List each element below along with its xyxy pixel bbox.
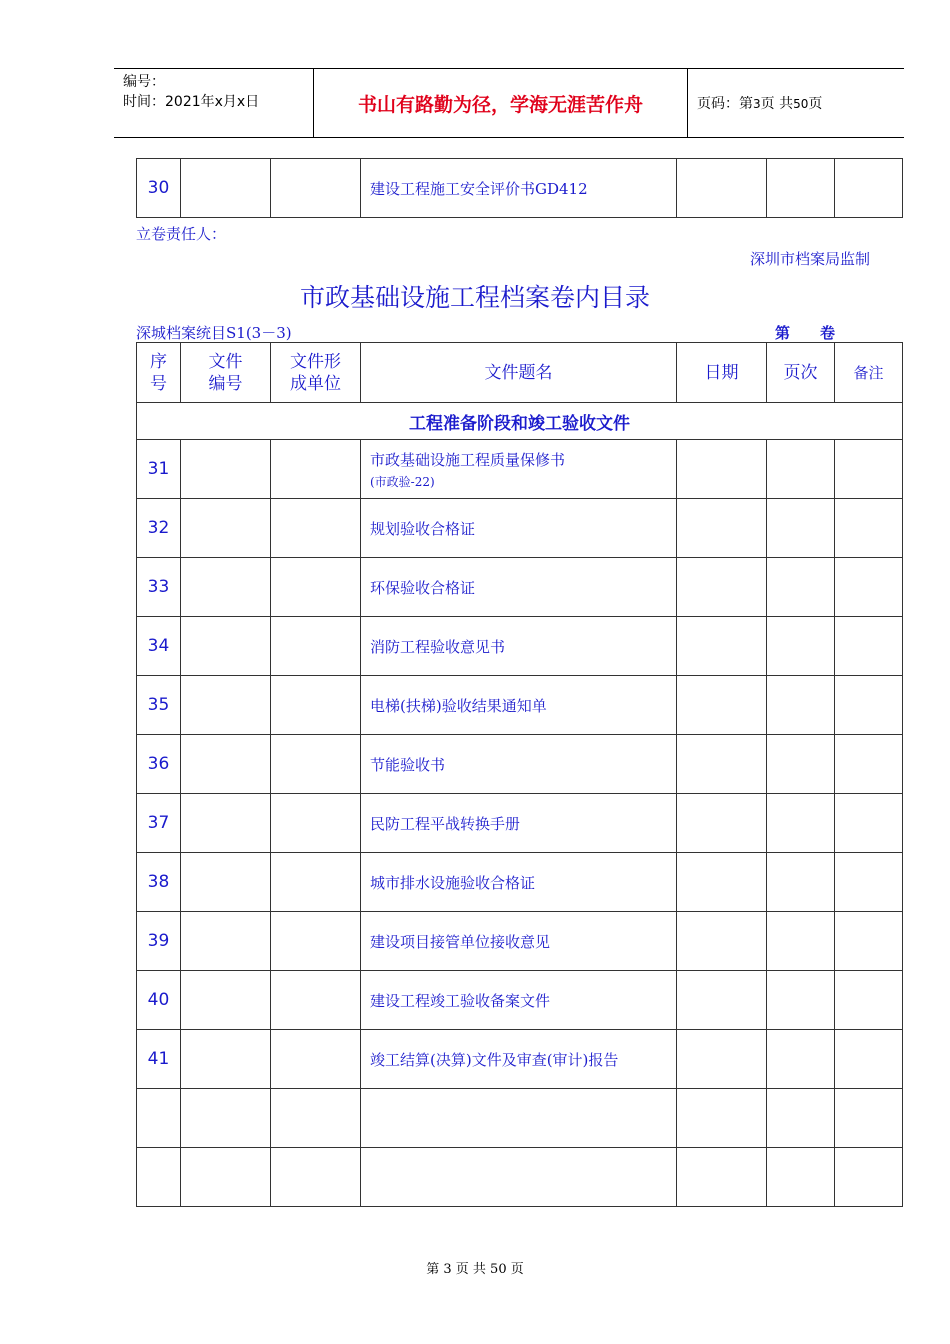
page-end: 页 [808, 96, 823, 112]
date-cell [677, 1089, 767, 1148]
date-cell [677, 912, 767, 971]
table-row [137, 735, 903, 794]
row-number: 41 [137, 1030, 181, 1089]
unit-cell [271, 499, 361, 558]
remark-cell [835, 1030, 903, 1089]
row-number: 31 [137, 440, 181, 499]
volume-label: 第 卷 [775, 324, 836, 342]
table-row [137, 617, 903, 676]
file-title-cell [361, 499, 677, 558]
supervising-office: 深圳市档案局监制 [750, 250, 871, 268]
unit-cell [271, 159, 361, 218]
file-title: 消防工程验收意见书 [370, 637, 506, 656]
date-cell [677, 159, 767, 218]
file-number-cell [181, 676, 271, 735]
table-row [137, 440, 903, 499]
file-title-cell [361, 912, 677, 971]
page-title: 市政基础设施工程档案卷内目录 [299, 283, 650, 312]
pages-cell [767, 1030, 835, 1089]
file-title: 规划验收合格证 [370, 519, 476, 538]
table-row [137, 676, 903, 735]
file-title-cell [361, 735, 677, 794]
header-meta [114, 69, 314, 137]
table-row [137, 1089, 903, 1148]
file-number-cell [181, 617, 271, 676]
pages-cell [767, 440, 835, 499]
remark-cell [835, 735, 903, 794]
unit-cell [271, 971, 361, 1030]
col-header-title: 文件题名 [361, 343, 677, 403]
row-number: 39 [137, 912, 181, 971]
pages-cell [767, 676, 835, 735]
date-cell [677, 499, 767, 558]
page-header [114, 68, 904, 138]
page-number: 3 [753, 97, 761, 111]
pages-cell [767, 1089, 835, 1148]
file-number-cell [181, 159, 271, 218]
file-title-cell [361, 558, 677, 617]
row-number: 35 [137, 676, 181, 735]
date-cell [677, 440, 767, 499]
remark-cell [835, 440, 903, 499]
page-mid: 页 共 [760, 96, 794, 112]
pages-cell [767, 794, 835, 853]
row-number: 30 [137, 159, 181, 218]
date-cell [677, 617, 767, 676]
file-title-cell [361, 1030, 677, 1089]
pages-cell [767, 912, 835, 971]
file-title: 电梯(扶梯)验收结果通知单 [370, 696, 547, 715]
pages-cell [767, 159, 835, 218]
file-title-cell [361, 676, 677, 735]
unit-cell [271, 794, 361, 853]
table-row [137, 1030, 903, 1089]
serial-label: 编号： [123, 74, 165, 90]
file-number-cell [181, 1148, 271, 1207]
row-number [137, 1148, 181, 1207]
file-title: 建设工程竣工验收备案文件 [370, 991, 551, 1010]
file-number-cell [181, 912, 271, 971]
header-motto: 书山有路勤为径，学海无涯苦作舟 [314, 69, 688, 137]
table-row [137, 912, 903, 971]
pages-cell [767, 971, 835, 1030]
file-title-cell [361, 794, 677, 853]
row-number: 34 [137, 617, 181, 676]
form-code: 深城档案统目S1(3－3) [136, 324, 292, 342]
table-row [137, 499, 903, 558]
remark-cell [835, 912, 903, 971]
unit-cell [271, 558, 361, 617]
row-number [137, 1089, 181, 1148]
file-number-cell [181, 853, 271, 912]
file-number-cell [181, 558, 271, 617]
unit-cell [271, 617, 361, 676]
file-title: 竣工结算(决算)文件及审查(审计)报告 [370, 1050, 619, 1069]
file-number-cell [181, 499, 271, 558]
unit-cell [271, 912, 361, 971]
continuation-table [136, 158, 903, 218]
catalog-table [136, 342, 903, 1207]
remark-cell [835, 676, 903, 735]
pages-cell [767, 853, 835, 912]
file-title-cell [361, 1089, 677, 1148]
row-number: 32 [137, 499, 181, 558]
col-header-remark: 备注 [835, 343, 903, 403]
table-row [137, 159, 903, 218]
remark-cell [835, 971, 903, 1030]
col-header-date: 日期 [677, 343, 767, 403]
file-title: 城市排水设施验收合格证 [370, 873, 536, 892]
unit-cell [271, 1089, 361, 1148]
row-number: 33 [137, 558, 181, 617]
date-cell [677, 1148, 767, 1207]
file-title-cell [361, 971, 677, 1030]
table-row [137, 1148, 903, 1207]
file-title-cell [361, 1148, 677, 1207]
remark-cell [835, 558, 903, 617]
unit-cell [271, 440, 361, 499]
file-title-cell: 建设工程施工安全评价书GD412 [361, 159, 677, 218]
page-footer: 第 3 页 共 50 页 [426, 1262, 524, 1277]
pages-cell [767, 558, 835, 617]
file-number-cell [181, 440, 271, 499]
row-number: 38 [137, 853, 181, 912]
file-number-cell [181, 1089, 271, 1148]
row-number: 37 [137, 794, 181, 853]
unit-cell [271, 1030, 361, 1089]
unit-cell [271, 735, 361, 794]
pages-cell [767, 499, 835, 558]
date-cell [677, 558, 767, 617]
section-title: 工程准备阶段和竣工验收文件 [137, 403, 903, 440]
table-row [137, 558, 903, 617]
col-header-unit: 文件形 成单位 [271, 343, 361, 403]
remark-cell [835, 617, 903, 676]
file-number-cell [181, 971, 271, 1030]
page-label: 页码：第 [697, 96, 753, 112]
responsible-person-label: 立卷责任人： [136, 225, 227, 243]
table-header-row [137, 343, 903, 403]
date-cell [677, 853, 767, 912]
file-title-cell [361, 853, 677, 912]
section-row [137, 403, 903, 440]
file-title: 环保验收合格证 [370, 578, 476, 597]
table-row [137, 971, 903, 1030]
file-title: 建设项目接管单位接收意见 [370, 932, 551, 951]
date-cell [677, 1030, 767, 1089]
file-number-cell [181, 1030, 271, 1089]
file-number-cell [181, 794, 271, 853]
date-cell [677, 735, 767, 794]
date-cell [677, 794, 767, 853]
remark-cell [835, 853, 903, 912]
pages-cell [767, 617, 835, 676]
unit-cell [271, 853, 361, 912]
file-title: 民防工程平战转换手册 [370, 814, 521, 833]
file-title-cell [361, 617, 677, 676]
unit-cell [271, 676, 361, 735]
unit-cell [271, 1148, 361, 1207]
remark-cell [835, 1148, 903, 1207]
table-row [137, 853, 903, 912]
header-page-info [688, 69, 904, 137]
row-number: 36 [137, 735, 181, 794]
time-label: 时间：2021年x月x日 [123, 94, 260, 110]
catalog-rows [137, 440, 903, 1207]
file-title: 市政基础设施工程质量保修书 [370, 450, 566, 469]
remark-cell [835, 794, 903, 853]
remark-cell [835, 499, 903, 558]
file-title-cell [361, 440, 677, 499]
date-cell [677, 676, 767, 735]
remark-cell [835, 1089, 903, 1148]
col-header-file-number: 文件 编号 [181, 343, 271, 403]
file-title-note: (市政验-22) [370, 474, 435, 489]
date-cell [677, 971, 767, 1030]
table-row [137, 794, 903, 853]
row-number: 40 [137, 971, 181, 1030]
file-number-cell [181, 735, 271, 794]
pages-cell [767, 1148, 835, 1207]
col-header-pages: 页次 [767, 343, 835, 403]
remark-cell [835, 159, 903, 218]
pages-cell [767, 735, 835, 794]
page-total: 50 [793, 97, 809, 111]
col-header-number: 序 号 [137, 343, 181, 403]
file-title: 节能验收书 [370, 755, 446, 774]
